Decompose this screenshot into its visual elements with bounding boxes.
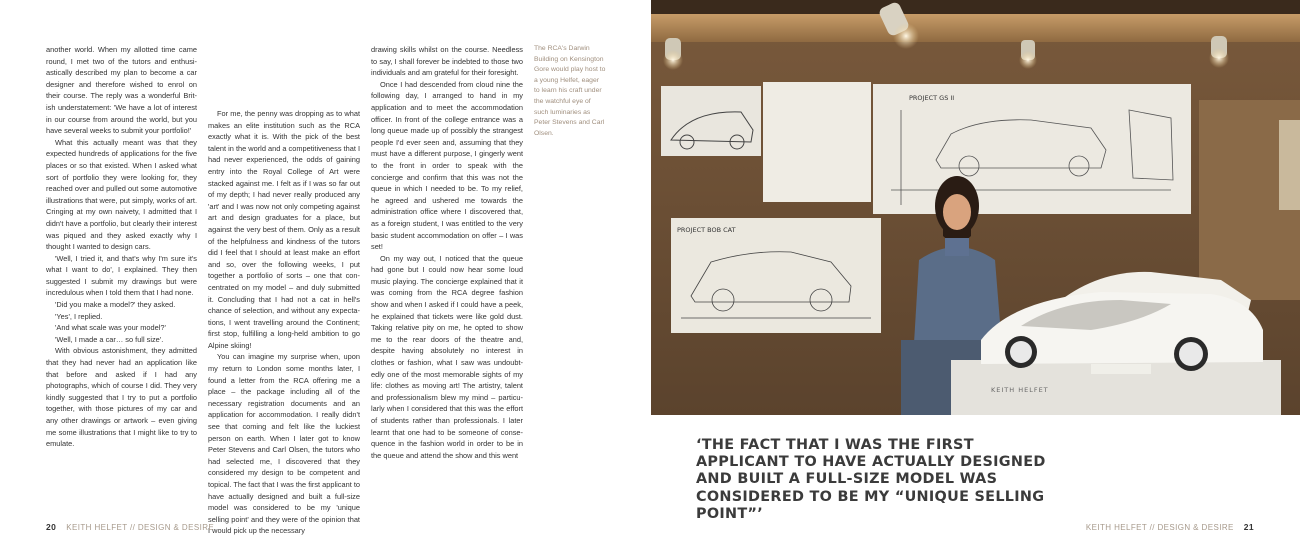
text-column-1 (46, 44, 197, 450)
page-number: 21 (1243, 522, 1254, 532)
paragraph: 'Yes', I replied. (55, 311, 103, 321)
running-title: KEITH HELFET // DESIGN & DESIRE (1085, 523, 1234, 532)
paragraph: On my way out, I noticed that the queue had gone but I could now hear some loud music playing. The concierge explained that it was coming from the RCA degree fashion show and when I asked if I could have a peek, he explained that tickets were like gold dust. Taking relative pity on me, he opted to show me to the rear doors of the theatre and, despite having absolutely no interest in clothes or fashion, what I saw was undoubtedly one of the most memorable sights of my life: clothes as moving art! The artistry, talent and professionalism blew my mind – particularly when I considered that this was the effort of students rather than professionals. I later learnt that one had to be someone of consequence in the fashion world in order to be in the queue and attend the show and this went (371, 253, 523, 460)
paragraph: 'Well, I tried it, and that's why I'm sure it's what I want to do', I explained. They then suggested I submit my drawings but were incredulous when I told them that I had none. (46, 253, 197, 298)
text-column-3 (371, 44, 523, 461)
photo-caption: The RCA's Darwin Building on Kensington Gore would play host to a young Helfet, eager to learn his craft under the watchful eye of such luminaries as Peter Stevens and Carl Olsen. (534, 45, 606, 137)
paragraph: another world. When my allotted time came round, I met two of the tutors and enthusiastically described my plan to become a car designer and therefore wished to enrol on their course. The reply was a wonderful British understatement: 'We have a lot of interest in our course from around the world, but you have several weeks to submit your portfolio!' (46, 45, 197, 136)
running-title: KEITH HELFET // DESIGN & DESIRE (66, 523, 215, 532)
paragraph: drawing skills whilst on the course. Needless to say, I shall forever be indebted to those two individuals and am grateful for their foresight. (371, 45, 523, 78)
paragraph: Once I had descended from cloud nine the following day, I arranged to hand in my application and to meet the accommodation officer. In front of the college entrance was a long queue made up of possibly the strangest people I'd ever seen and, assuming that they must have a different purpose, I gingerly went to the front in order to speak with the concierge and confirm that this was not the queue in which I needed to be. To my relief, he agreed and ushered me towards the administration office where I discovered that, as a foreign student, I was entitled to the very basic student accommodation on offer – I was set! (371, 79, 523, 252)
text-column-2 (208, 108, 360, 537)
svg-text:PROJECT BOB CAT: PROJECT BOB CAT (677, 226, 736, 234)
pull-quote: ‘THE FACT THAT I WAS THE FIRST APPLICANT TO HAVE ACTUALLY DESIGNED AND BUILT A FULL-SIZE MODEL WAS CONSIDERED TO BE MY “UNIQUE SELLING POINT”’ (696, 437, 1046, 522)
paragraph: What this actually meant was that they expected hundreds of applications for the five places or so that existed. When I asked what sort of portfolio they were looking for, they reached over and pulled out some automotive illustrations that were, put simply, works of art. Cringing at my own naivety, I admitted that I didn't have a portfolio, but clearly their interest was piqued and they asked exactly why I thought I wanted to design cars. (46, 137, 197, 252)
paragraph: 'Did you make a model?' they asked. (55, 300, 176, 310)
paragraph: 'And what scale was your model?' (55, 323, 166, 333)
svg-text:PROJECT GS II: PROJECT GS II (909, 94, 955, 102)
svg-text:KEITH HELFET: KEITH HELFET (991, 386, 1049, 394)
paragraph: You can imagine my surprise when, upon my return to London some months later, I found a letter from the RCA offering me a place – the package including all of the necessary registration documents and an application for accommodation. I really didn't see that coming and felt like the luckiest person on earth. When I later got to know Peter Stevens and Carl Olsen, the tutors who had selected me, I discovered that they considered my design to be competent and topical. The fact that I was the first applicant to have actually designed and built a full-size model was considered to be my 'unique selling point' and they were of the opinion that I would pick up the necessary (208, 352, 360, 536)
paragraph: With obvious astonishment, they admitted that they had never had an application like that before and asked if I had any photographs, which of course I did. They very kindly suggested that I try to put a portfolio together, with those pictures of my car and any other drawings or artwork – even giving me some illustrations that I might like to try to emulate. (46, 346, 197, 449)
studio-photo (651, 0, 1300, 415)
page-number: 20 (46, 522, 57, 532)
footer-right (1086, 522, 1254, 532)
paragraph: 'Well, I made a car… so full size'. (55, 334, 164, 344)
footer-left (46, 522, 214, 532)
paragraph: For me, the penny was dropping as to what makes an elite institution such as the RCA exactly what it is. With the pick of the best talent in the world and a competitiveness that I had never experienced, the odds of gaining entry into the Royal College of Art were stacked against me. I felt as if I was so far out of my depth; I had never really produced any 'art' and I was now not only competing against art and design graduates for a place, but against the very best of them. Only as a result of the helpfulness and kindness of the tutors did I feel that I should at least make an effort and so, over the following weeks, I put together a portfolio of sorts – one that concentrated on my model – and duly submitted it. Concluding that I had not a cat in hell's chance of selection, and without any expectations, I went travelling around the Continent; first stop, fulfilling a long-held ambition to go Alpine skiing! (208, 109, 361, 350)
